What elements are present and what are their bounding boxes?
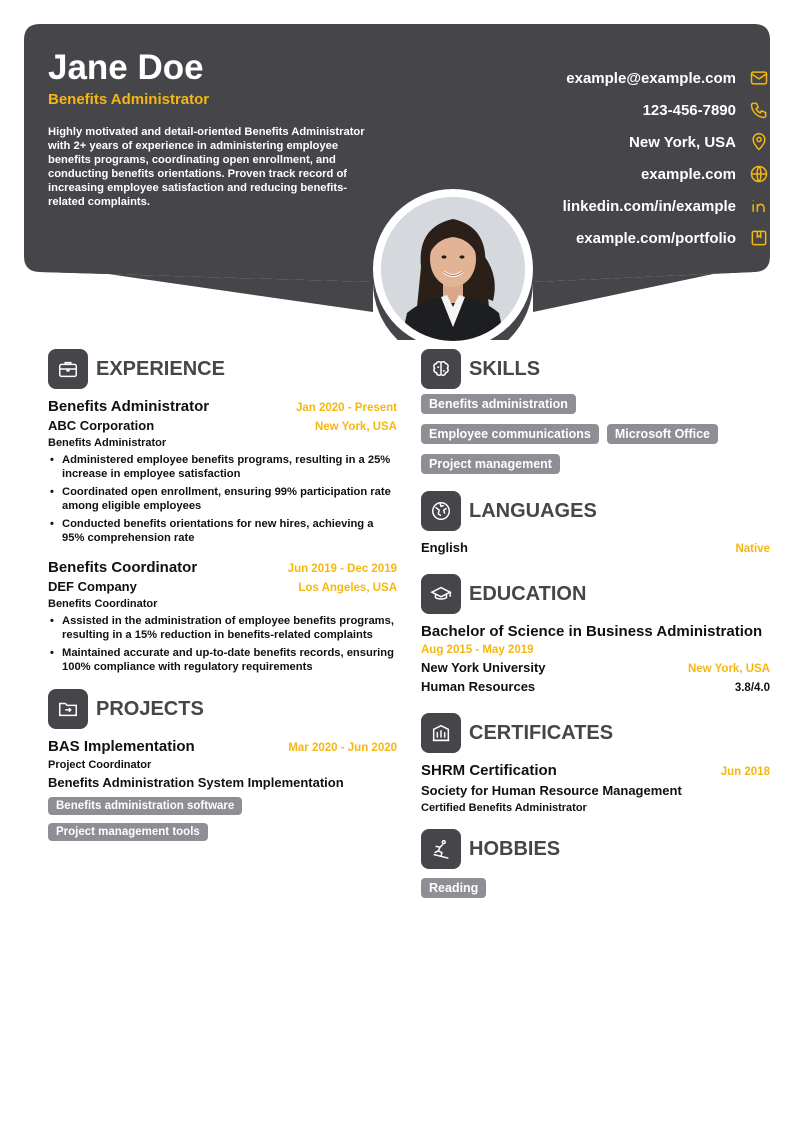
contact-email[interactable] xyxy=(430,62,770,94)
contact-email-text[interactable]: example@example.com xyxy=(566,69,736,87)
contact-location xyxy=(430,126,770,158)
tag: Benefits administration software xyxy=(48,797,242,815)
full-name: Jane Doe xyxy=(48,48,204,87)
tag: Employee communications xyxy=(421,424,599,444)
date: Aug 2015 - May 2019 xyxy=(421,644,534,656)
school: New York University xyxy=(421,660,546,675)
graduation-cap-icon xyxy=(421,574,461,614)
project-name: BAS Implementation xyxy=(48,738,195,755)
location-pin-icon xyxy=(748,131,770,153)
bullet-item: • Administered employee benefits programs, resulting in a 25% increase in employee satisfaction xyxy=(48,453,397,481)
contact-portfolio-text[interactable]: example.com/portfolio xyxy=(575,229,736,247)
tag: Project management xyxy=(421,454,560,474)
certificate-name: SHRM Certification xyxy=(421,762,557,779)
degree: Bachelor of Science in Business Administration xyxy=(421,623,763,640)
experience-entry xyxy=(48,398,397,545)
education-header xyxy=(421,573,770,615)
position: Benefits Coordinator xyxy=(48,559,198,576)
folder-icon xyxy=(48,689,88,729)
project-role: Project Coordinator xyxy=(48,759,152,771)
certificate-detail: Certified Benefits Administrator xyxy=(421,802,587,814)
language-icon xyxy=(421,491,461,531)
bullet-list xyxy=(48,614,397,674)
hobby-tags xyxy=(421,878,770,904)
project-tags xyxy=(48,796,397,847)
hobbies-header xyxy=(421,828,770,870)
right-column xyxy=(421,348,770,904)
certificate-issuer: Society for Human Resource Management xyxy=(421,783,682,798)
language-name: English xyxy=(421,540,468,555)
location: New York, USA xyxy=(314,421,397,433)
language-level: Native xyxy=(735,543,770,555)
gpa: 3.8/4.0 xyxy=(734,682,770,694)
contact-linkedin-text[interactable]: linkedin.com/in/example xyxy=(562,197,736,215)
skills-title: SKILLS xyxy=(469,357,541,380)
bullet-item: • Coordinated open enrollment, ensuring 99% participation rate among eligible employees xyxy=(48,485,397,513)
company: ABC Corporation xyxy=(48,418,155,433)
date: Mar 2020 - Jun 2020 xyxy=(288,742,397,754)
skill-tags xyxy=(421,394,770,480)
certificates-header xyxy=(421,712,770,754)
role: Benefits Administrator xyxy=(48,437,167,449)
project-description: Benefits Administration System Implementation xyxy=(48,775,344,790)
projects-section xyxy=(48,688,397,847)
left-column xyxy=(48,348,397,847)
linkedin-icon xyxy=(748,195,770,217)
briefcase-icon xyxy=(48,349,88,389)
languages-section xyxy=(421,490,770,555)
mail-icon xyxy=(748,67,770,89)
profile-photo xyxy=(381,197,525,341)
contact-phone[interactable] xyxy=(430,94,770,126)
tag: Reading xyxy=(421,878,486,898)
experience-header xyxy=(48,348,397,390)
bookmark-icon xyxy=(748,227,770,249)
experience-title: EXPERIENCE xyxy=(96,357,225,380)
tag: Microsoft Office xyxy=(607,424,718,444)
tag: Benefits administration xyxy=(421,394,576,414)
skills-section xyxy=(421,348,770,480)
contact-location-text: New York, USA xyxy=(629,133,736,151)
globe-icon xyxy=(748,163,770,185)
bullet-item: • Assisted in the administration of employee benefits programs, resulting in a 15% reduction in benefits-related complaints xyxy=(48,614,397,642)
contact-website[interactable] xyxy=(430,158,770,190)
phone-icon xyxy=(748,99,770,121)
date: Jun 2018 xyxy=(720,766,770,778)
hobbies-section xyxy=(421,828,770,904)
projects-title: PROJECTS xyxy=(96,697,204,720)
location: New York, USA xyxy=(687,663,770,675)
hobbies-title: HOBBIES xyxy=(469,837,561,860)
experience-section xyxy=(48,348,397,674)
contact-website-text[interactable]: example.com xyxy=(640,165,736,183)
bullet-item: • Maintained accurate and up-to-date benefits records, ensuring 100% compliance with regulatory requirements xyxy=(48,646,397,674)
tag: Project management tools xyxy=(48,823,208,841)
certificates-title: CERTIFICATES xyxy=(469,721,614,744)
languages-header xyxy=(421,490,770,532)
company: DEF Company xyxy=(48,579,137,594)
brain-icon xyxy=(421,349,461,389)
education-title: EDUCATION xyxy=(469,582,587,605)
projects-header xyxy=(48,688,397,730)
contact-phone-text[interactable]: 123-456-7890 xyxy=(642,101,736,119)
date: Jan 2020 - Present xyxy=(295,402,397,414)
certificate-icon xyxy=(421,713,461,753)
bullet-item: • Conducted benefits orientations for new hires, achieving a 95% comprehension rate xyxy=(48,517,397,545)
position: Benefits Administrator xyxy=(48,398,210,415)
date: Jun 2019 - Dec 2019 xyxy=(287,563,397,575)
location: Los Angeles, USA xyxy=(298,582,397,594)
field-of-study: Human Resources xyxy=(421,679,536,694)
languages-title: LANGUAGES xyxy=(469,499,597,522)
bullet-list xyxy=(48,453,397,545)
skills-header xyxy=(421,348,770,390)
role: Benefits Coordinator xyxy=(48,598,158,610)
job-title: Benefits Administrator xyxy=(48,91,210,108)
education-section xyxy=(421,573,770,694)
summary: Highly motivated and detail-oriented Benefits Administrator with 2+ years of experience in administering employee benefits programs, coordinating open enrollment, and conducting benefits orientations. Proven track record of increasing employee satisfaction and reducing benefits-related complaints. xyxy=(48,126,365,208)
certificates-section xyxy=(421,712,770,814)
skiing-icon xyxy=(421,829,461,869)
experience-entry xyxy=(48,559,397,674)
